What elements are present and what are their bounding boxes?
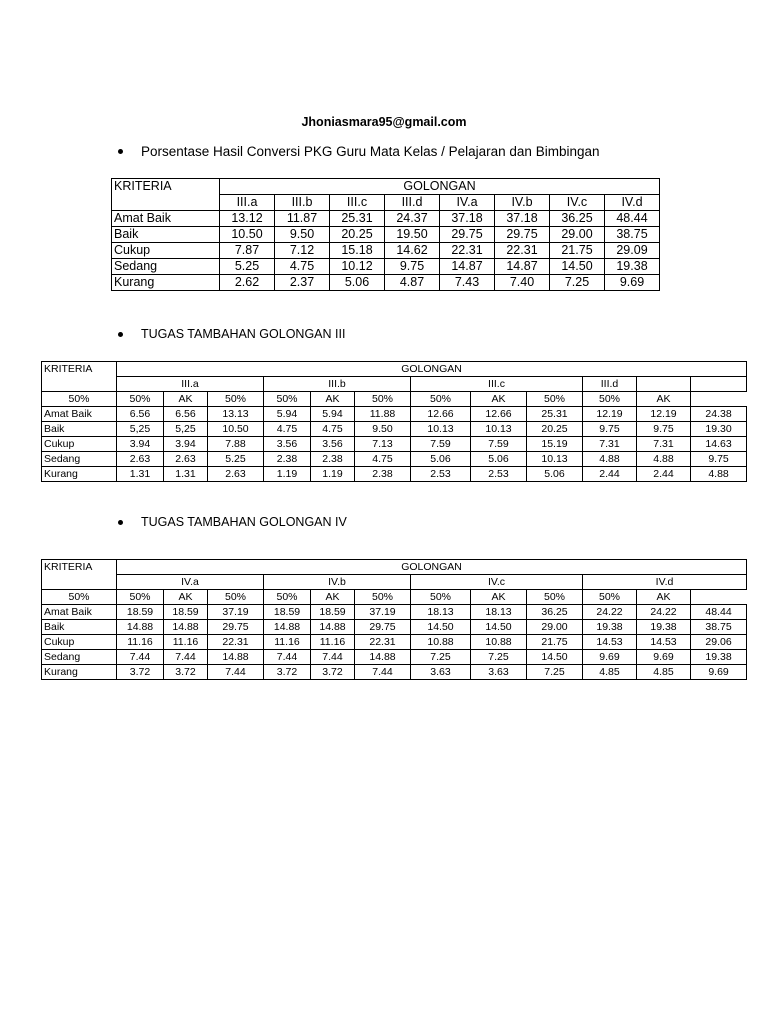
- table-cell: 3.63: [471, 665, 527, 680]
- table-cell: 10.50: [208, 422, 264, 437]
- table-cell: 19.38: [583, 620, 637, 635]
- table-row: [112, 227, 660, 243]
- row-label: Sedang: [42, 452, 117, 467]
- table-cell: 7.25: [550, 275, 605, 291]
- subheader-cell: 50%: [411, 590, 471, 605]
- table-cell: 7.12: [275, 243, 330, 259]
- golongan-header: GOLONGAN: [117, 560, 747, 575]
- table-cell: 4.85: [637, 665, 691, 680]
- table-cell: 3.56: [264, 437, 311, 452]
- table-cell: 11.16: [164, 635, 208, 650]
- row-label: Baik: [112, 227, 220, 243]
- row-label: Cukup: [42, 437, 117, 452]
- subheader-cell: AK: [164, 392, 208, 407]
- table-cell: 4.85: [583, 665, 637, 680]
- kriteria-header: KRITERIA: [42, 362, 117, 392]
- table-cell: 4.75: [275, 259, 330, 275]
- section3-heading: [118, 515, 347, 529]
- table-cell: 5.25: [208, 452, 264, 467]
- table-cell: 48.44: [605, 211, 660, 227]
- group-header: IV.d: [583, 575, 747, 590]
- golongan-header: GOLONGAN: [117, 362, 747, 377]
- subheader-cell: 50%: [264, 590, 311, 605]
- table-cell: 21.75: [550, 243, 605, 259]
- subheader-cell: 50%: [355, 392, 411, 407]
- table-cell: 19.30: [691, 422, 747, 437]
- table-cell: 3.94: [117, 437, 164, 452]
- subheader-row: [42, 590, 747, 605]
- table-cell: 29.00: [527, 620, 583, 635]
- table-cell: 9.69: [637, 650, 691, 665]
- table-cell: 19.38: [691, 650, 747, 665]
- subheader-cell: 50%: [117, 590, 164, 605]
- table-cell: 22.31: [440, 243, 495, 259]
- table-cell: 4.87: [385, 275, 440, 291]
- table-cell: 19.38: [605, 259, 660, 275]
- table-cell: 29.75: [355, 620, 411, 635]
- table-cell: 7.44: [117, 650, 164, 665]
- table-cell: 18.59: [311, 605, 355, 620]
- table-cell: 7.44: [208, 665, 264, 680]
- table-row: [42, 437, 747, 452]
- table-cell: 29.75: [208, 620, 264, 635]
- table-cell: 48.44: [691, 605, 747, 620]
- table-cell: 5.25: [220, 259, 275, 275]
- row-label: Cukup: [42, 635, 117, 650]
- table-cell: 29.00: [550, 227, 605, 243]
- table-cell: 9.69: [583, 650, 637, 665]
- table-cell: 7.87: [220, 243, 275, 259]
- subheader-cell: 50%: [355, 590, 411, 605]
- table-cell: 9.75: [583, 422, 637, 437]
- table-row: [42, 665, 747, 680]
- table-cell: 24.22: [583, 605, 637, 620]
- table-cell: 5.94: [311, 407, 355, 422]
- table-cell: 18.13: [471, 605, 527, 620]
- table-row: [42, 605, 747, 620]
- subheader-cell: 50%: [527, 590, 583, 605]
- table-cell: 14.88: [208, 650, 264, 665]
- table-cell: 7.25: [527, 665, 583, 680]
- table-cell: 10.13: [471, 422, 527, 437]
- table-cell: 7.25: [411, 650, 471, 665]
- column-header: III.b: [275, 195, 330, 211]
- row-label: Sedang: [112, 259, 220, 275]
- table-cell: 14.63: [691, 437, 747, 452]
- table-cell: 7.44: [264, 650, 311, 665]
- table-row: [42, 635, 747, 650]
- table-cell: 2.53: [411, 467, 471, 482]
- table-cell: 9.75: [691, 452, 747, 467]
- table-cell: 38.75: [691, 620, 747, 635]
- subheader-cell: AK: [637, 392, 691, 407]
- table-cell: 24.37: [385, 211, 440, 227]
- table-cell: 10.13: [527, 452, 583, 467]
- table-cell: 2.44: [637, 467, 691, 482]
- table-row: [42, 452, 747, 467]
- table-cell: 37.19: [355, 605, 411, 620]
- subheader-cell: 50%: [527, 392, 583, 407]
- section3-title: TUGAS TAMBAHAN GOLONGAN IV: [141, 515, 347, 529]
- table-cell: 7.59: [411, 437, 471, 452]
- table-cell: 4.75: [264, 422, 311, 437]
- table-cell: 9.69: [605, 275, 660, 291]
- table-cell: 4.88: [691, 467, 747, 482]
- group-header: III.a: [117, 377, 264, 392]
- table-cell: 11.16: [311, 635, 355, 650]
- table-cell: 1.31: [164, 467, 208, 482]
- table-cell: 5.06: [411, 452, 471, 467]
- table-cell: 14.88: [311, 620, 355, 635]
- table-cell: 7.43: [440, 275, 495, 291]
- bullet-icon: [118, 332, 123, 337]
- table-cell: 12.19: [583, 407, 637, 422]
- table-cell: 3.72: [164, 665, 208, 680]
- table-cell: 14.87: [440, 259, 495, 275]
- table-cell: 14.62: [385, 243, 440, 259]
- table-cell: 29.75: [440, 227, 495, 243]
- row-label: Baik: [42, 620, 117, 635]
- table-cell: 9.75: [385, 259, 440, 275]
- table-cell: 14.50: [471, 620, 527, 635]
- kriteria-header: KRITERIA: [42, 560, 117, 590]
- table-cell: 15.18: [330, 243, 385, 259]
- table-cell: 18.59: [264, 605, 311, 620]
- table-cell: 22.31: [208, 635, 264, 650]
- table-cell: 1.31: [117, 467, 164, 482]
- table-cell: 37.18: [495, 211, 550, 227]
- table-cell: 19.50: [385, 227, 440, 243]
- table-cell: 19.38: [637, 620, 691, 635]
- table-cell: 2.63: [117, 452, 164, 467]
- table-cell: 4.88: [637, 452, 691, 467]
- table-cell: 2.37: [275, 275, 330, 291]
- golongan-iv-table: [41, 559, 747, 680]
- table-cell: 3.63: [411, 665, 471, 680]
- table-cell: 2.53: [471, 467, 527, 482]
- table-cell: 5.06: [330, 275, 385, 291]
- group-header: IV.b: [264, 575, 411, 590]
- subheader-cell: 50%: [42, 590, 117, 605]
- table-cell: 5,25: [117, 422, 164, 437]
- row-label: Amat Baik: [42, 605, 117, 620]
- table-row: [42, 422, 747, 437]
- golongan-iii-table: [41, 361, 747, 482]
- column-header: III.a: [220, 195, 275, 211]
- row-label: Baik: [42, 422, 117, 437]
- table-row: [42, 407, 747, 422]
- column-header: IV.a: [440, 195, 495, 211]
- table-cell: 11.87: [275, 211, 330, 227]
- golongan-header: GOLONGAN: [220, 179, 660, 195]
- table-cell: 14.53: [583, 635, 637, 650]
- table-cell: 3.94: [164, 437, 208, 452]
- table-cell: 29.75: [495, 227, 550, 243]
- table-cell: 2.38: [311, 452, 355, 467]
- table-row: [112, 259, 660, 275]
- row-label: Kurang: [112, 275, 220, 291]
- conversion-table: [111, 178, 660, 291]
- table-cell: 14.88: [117, 620, 164, 635]
- table-cell: 2.38: [355, 467, 411, 482]
- group-header: IV.a: [117, 575, 264, 590]
- subheader-cell: AK: [471, 392, 527, 407]
- table-cell: 4.88: [583, 452, 637, 467]
- table-cell: 18.59: [164, 605, 208, 620]
- subheader-cell: 50%: [411, 392, 471, 407]
- table-cell: 14.50: [411, 620, 471, 635]
- subheader-cell: AK: [471, 590, 527, 605]
- table-cell: 7.25: [471, 650, 527, 665]
- table-cell: 25.31: [527, 407, 583, 422]
- table-row: [112, 243, 660, 259]
- table-cell: 12.19: [637, 407, 691, 422]
- table-cell: 20.25: [330, 227, 385, 243]
- table-cell: 14.88: [264, 620, 311, 635]
- row-label: Kurang: [42, 467, 117, 482]
- table-cell: 5.94: [264, 407, 311, 422]
- column-header: IV.d: [605, 195, 660, 211]
- subheader-cell: AK: [311, 590, 355, 605]
- subheader-cell: 50%: [264, 392, 311, 407]
- table-cell: 36.25: [550, 211, 605, 227]
- table-cell: 7.59: [471, 437, 527, 452]
- kriteria-header: KRITERIA: [112, 179, 220, 211]
- table-cell: 14.53: [637, 635, 691, 650]
- table-cell: 1.19: [264, 467, 311, 482]
- table-cell: 9.50: [275, 227, 330, 243]
- subheader-cell: 50%: [208, 392, 264, 407]
- table-cell: 25.31: [330, 211, 385, 227]
- table-row: [42, 620, 747, 635]
- table-cell: 7.44: [355, 665, 411, 680]
- column-header: IV.c: [550, 195, 605, 211]
- table-cell: 5.06: [471, 452, 527, 467]
- table-cell: 22.31: [495, 243, 550, 259]
- table-cell: 14.50: [527, 650, 583, 665]
- table-cell: 2.62: [220, 275, 275, 291]
- group-header: III.d: [583, 377, 637, 392]
- subheader-cell: 50%: [208, 590, 264, 605]
- table-cell: 11.16: [117, 635, 164, 650]
- column-header: III.d: [385, 195, 440, 211]
- table-cell: 7.40: [495, 275, 550, 291]
- row-label: Sedang: [42, 650, 117, 665]
- table-cell: 4.75: [355, 452, 411, 467]
- table-cell: 22.31: [355, 635, 411, 650]
- bullet-icon: [118, 520, 123, 525]
- table-cell: 3.56: [311, 437, 355, 452]
- table-cell: 2.63: [208, 467, 264, 482]
- author-email: Jhoniasmara95@gmail.com: [301, 115, 467, 129]
- table-cell: 10.12: [330, 259, 385, 275]
- table-cell: 18.13: [411, 605, 471, 620]
- table-cell: 10.50: [220, 227, 275, 243]
- table-cell: 10.88: [411, 635, 471, 650]
- group-header: [637, 377, 691, 392]
- table-cell: 10.88: [471, 635, 527, 650]
- table-cell: 2.38: [264, 452, 311, 467]
- subheader-cell: 50%: [117, 392, 164, 407]
- section2-title: TUGAS TAMBAHAN GOLONGAN III: [141, 327, 346, 341]
- subheader-cell: AK: [637, 590, 691, 605]
- table-cell: 14.88: [355, 650, 411, 665]
- table-cell: 37.19: [208, 605, 264, 620]
- row-label: Cukup: [112, 243, 220, 259]
- column-header: III.c: [330, 195, 385, 211]
- table-cell: 7.13: [355, 437, 411, 452]
- column-header: IV.b: [495, 195, 550, 211]
- table-cell: 7.44: [311, 650, 355, 665]
- subheader-cell: 50%: [42, 392, 117, 407]
- table-cell: 9.75: [637, 422, 691, 437]
- table-cell: 10.13: [411, 422, 471, 437]
- table-cell: 11.88: [355, 407, 411, 422]
- table-cell: 7.44: [164, 650, 208, 665]
- section1-heading: [118, 144, 599, 159]
- table-cell: 12.66: [411, 407, 471, 422]
- table-cell: 15.19: [527, 437, 583, 452]
- table-cell: 2.63: [164, 452, 208, 467]
- table-row: [112, 211, 660, 227]
- table-cell: 9.69: [691, 665, 747, 680]
- table-cell: 21.75: [527, 635, 583, 650]
- table-cell: 7.31: [583, 437, 637, 452]
- table-cell: 5,25: [164, 422, 208, 437]
- table-cell: 13.13: [208, 407, 264, 422]
- section2-heading: [118, 327, 345, 341]
- subheader-cell: 50%: [583, 590, 637, 605]
- table-cell: 6.56: [117, 407, 164, 422]
- table-cell: 9.50: [355, 422, 411, 437]
- table-cell: 18.59: [117, 605, 164, 620]
- table-cell: 24.38: [691, 407, 747, 422]
- subheader-cell: 50%: [583, 392, 637, 407]
- row-label: Kurang: [42, 665, 117, 680]
- table-cell: 3.72: [117, 665, 164, 680]
- subheader-cell: AK: [311, 392, 355, 407]
- table-row: [42, 467, 747, 482]
- table-cell: 11.16: [264, 635, 311, 650]
- table-cell: 36.25: [527, 605, 583, 620]
- table-row: [112, 275, 660, 291]
- table-cell: 14.88: [164, 620, 208, 635]
- row-label: Amat Baik: [112, 211, 220, 227]
- group-header: IV.c: [411, 575, 583, 590]
- table-cell: 6.56: [164, 407, 208, 422]
- table-cell: 12.66: [471, 407, 527, 422]
- table-cell: 24.22: [637, 605, 691, 620]
- table-cell: 4.75: [311, 422, 355, 437]
- subheader-cell: AK: [164, 590, 208, 605]
- group-header: III.c: [411, 377, 583, 392]
- table-cell: 2.44: [583, 467, 637, 482]
- table-cell: 7.31: [637, 437, 691, 452]
- table-cell: 1.19: [311, 467, 355, 482]
- row-label: Amat Baik: [42, 407, 117, 422]
- table-cell: 3.72: [264, 665, 311, 680]
- table-cell: 38.75: [605, 227, 660, 243]
- table-cell: 13.12: [220, 211, 275, 227]
- table-cell: 14.50: [550, 259, 605, 275]
- section1-title: Porsentase Hasil Conversi PKG Guru Mata Kelas / Pelajaran dan Bimbingan: [141, 144, 600, 159]
- bullet-icon: [118, 149, 123, 154]
- table-cell: 7.88: [208, 437, 264, 452]
- table-cell: 20.25: [527, 422, 583, 437]
- group-header: III.b: [264, 377, 411, 392]
- table-cell: 29.06: [691, 635, 747, 650]
- table-cell: 37.18: [440, 211, 495, 227]
- table-cell: 14.87: [495, 259, 550, 275]
- table-row: [42, 650, 747, 665]
- table-cell: 29.09: [605, 243, 660, 259]
- table-cell: 3.72: [311, 665, 355, 680]
- subheader-row: [42, 392, 747, 407]
- group-header: [691, 377, 747, 392]
- table-cell: 5.06: [527, 467, 583, 482]
